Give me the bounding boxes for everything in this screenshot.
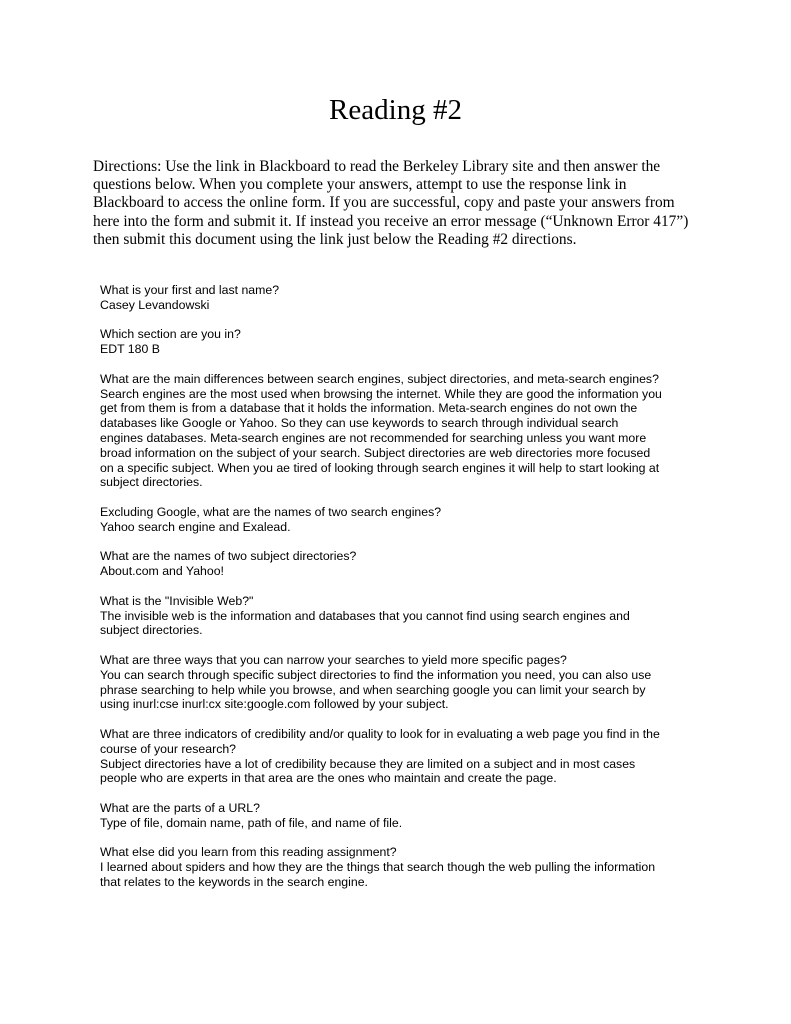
directions-paragraph: Directions: Use the link in Blackboard to read the Berkeley Library site and then answer the questions below. When you complete your answers, attempt to use the response link in Blackboard to access the online form. If you are successful, copy and paste your answers from here into the form and submit it. If instead you receive an error message (“Unknown Error 417”) then submit this document using the link just below the Reading #2 directions.: [93, 158, 689, 248]
qa-list: [100, 283, 700, 904]
qa-item-narrow-searches: [100, 653, 700, 712]
answer-text: Search engines are the most used when browsing the internet. While they are good the information you get from them is from a database that it holds the information. Meta-search engines do not own the databases like Google or Yahoo. So they can use keywords to search through individual search engines databases. Meta-search engines are not recommended for searching unless you want more broad information on the subject of your search. Subject directories are web directories more focused on a specific subject. When you ae tired of looking through search engines it will help to start looking at subject directories.: [100, 386, 662, 490]
question-text: What is your first and last name?: [100, 283, 280, 297]
question-text: What are the parts of a URL?: [100, 800, 260, 815]
answer-text: Casey Levandowski: [100, 297, 210, 312]
qa-item-subject-directories: [100, 549, 700, 579]
question-text: Which section are you in?: [100, 327, 241, 342]
question-text: What else did you learn from this reading assignment?: [100, 845, 397, 860]
qa-item-section: [100, 327, 700, 357]
answer-text: Type of file, domain name, path of file, and name of file.: [100, 815, 403, 830]
question-text: What are the names of two subject directories?: [100, 549, 357, 564]
question-text: What are three indicators of credibility and/or quality to look for in evaluating a web page you find in the course of your research?: [100, 726, 660, 756]
qa-item-credibility: [100, 727, 700, 786]
question-text: What are three ways that you can narrow your searches to yield more specific pages?: [100, 652, 567, 667]
answer-text: About.com and Yahoo!: [100, 564, 224, 579]
answer-text: EDT 180 B: [100, 342, 160, 357]
question-text: Excluding Google, what are the names of two search engines?: [100, 504, 442, 519]
page-title: Reading #2: [329, 94, 462, 126]
question-text: What is the "Invisible Web?": [100, 593, 254, 608]
qa-item-learned: [100, 845, 700, 889]
qa-item-invisible-web: [100, 594, 700, 638]
question-text: What are the main differences between search engines, subject directories, and meta-search engines?: [100, 371, 659, 386]
answer-text: Subject directories have a lot of credibility because they are limited on a subject and in most cases people who are experts in that area are the ones who maintain and create the page.: [100, 756, 636, 786]
qa-item-name: [100, 283, 700, 313]
answer-text: I learned about spiders and how they are the things that search though the web pulling the information that relates to the keywords in the search engine.: [100, 860, 656, 889]
qa-item-search-engines: [100, 505, 700, 535]
answer-text: Yahoo search engine and Exalead.: [100, 519, 291, 534]
qa-item-differences: [100, 372, 700, 490]
answer-text: The invisible web is the information and databases that you cannot find using search engines and subject directories.: [100, 608, 630, 638]
answer-text: You can search through specific subject directories to find the information you need, you can also use phrase searching to help while you browse, and when searching google you can limit your search by using inurl:cse inurl:cx site:google.com followed by your subject.: [100, 667, 652, 712]
qa-item-url-parts: [100, 801, 700, 831]
